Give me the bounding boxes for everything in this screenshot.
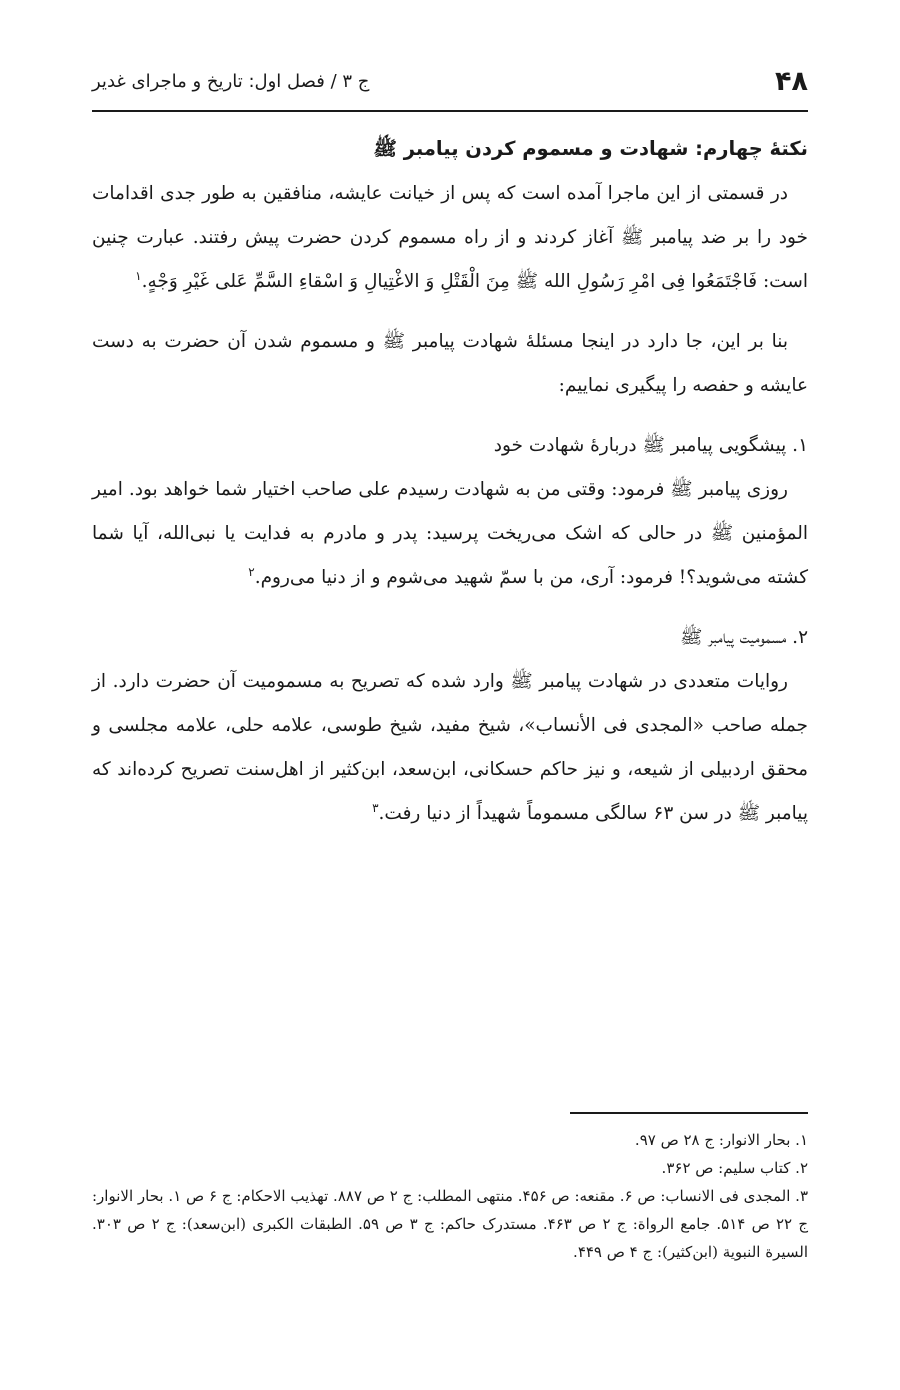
footnote-ref-2[interactable]: ۲ xyxy=(248,564,255,579)
item-1-text xyxy=(92,468,808,600)
section-heading: نکتهٔ چهارم: شهادت و مسموم کردن پیامبر ﷺ xyxy=(373,137,808,160)
book-page xyxy=(92,60,808,1350)
paragraph-1 xyxy=(92,172,808,304)
item-2-body: روایات متعددی در شهادت پیامبر ﷺ وارد شده که تصریح به مسمومیت آن حضرت دارد. از جمله صاحب «المجدی فی الأنساب»، شیخ مفید، شیخ طوسی، علامه حلی، علامه مجلسی و محقق اردبیلی از شیعه، و نیز حاکم حسکانی، ابن‌سعد، ابن‌کثیر از اهل‌سنت تصریح کرده‌اند که پیامبر ﷺ در سن ۶۳ سالگی مسموماً شهیداً از دنیا رفت. xyxy=(92,671,808,824)
footnote-ref-1[interactable]: ۱ xyxy=(135,268,142,283)
footnote-1: ۱. بحار الانوار: ج ۲۸ ص ۹۷. xyxy=(634,1131,808,1149)
page-header xyxy=(92,60,808,104)
item-1-title: ۱. پیشگویی پیامبر ﷺ دربارهٔ شهادت خود xyxy=(493,435,808,456)
footnotes xyxy=(92,1126,808,1266)
footnote-3: ۳. المجدی فی الانساب: ص ۶. مقنعه: ص ۴۵۶. منتهی المطلب: ج ۲ ص ۸۸۷. تهذیب الاحکام: ج ۶ ص ۱. بحار الانوار: ج ۲۲ ص ۵۱۴. جامع الرواة: ج ۲ ص ۴۶۳. مستدرک حاکم: ج ۳ ص ۵۹. الطبقات الکبری (ابن‌سعد): ج ۲ ص ۳۰۳. السیرة النبویة (ابن‌کثیر): ج ۴ ص ۴۴۹. xyxy=(92,1187,809,1261)
paragraph-1-text: در قسمتی از این ماجرا آمده است که پس از خیانت عایشه، منافقین به طور جدی اقدامات خود را بر ضد پیامبر ﷺ آغاز کردند و از راه مسموم کردن حضرت پیش رفتند. عبارت چنین است: فَاجْتَمَعُوا فِی امْرِ رَسُولِ الله ﷺ مِنَ الْقَتْلِ وَ الاغْتِیالِ وَ اسْقاءِ السَّمِّ عَلی غَیْرِ وَجْهٍ. xyxy=(92,183,808,292)
item-1-body: روزی پیامبر ﷺ فرمود: وقتی من به شهادت رسیدم علی صاحب اختیار شما خواهد بود. امیر المؤمنین ﷺ در حالی که اشک می‌ریخت پرسید: پدر و مادرم به فدایت یا نبی‌الله، آیا شما کشته می‌شوید؟! فرمود: آری، من با سمّ شهید می‌شوم و از دنیا می‌روم. xyxy=(92,479,808,588)
item-2-title: ۲. مسمومیت پیامبر ﷺ xyxy=(680,627,808,648)
footnote-ref-3[interactable]: ۳ xyxy=(372,800,379,815)
footnote-rule xyxy=(570,1112,808,1114)
footnote-2: ۲. کتاب سلیم: ص ۳۶۲. xyxy=(661,1159,808,1177)
item-2-text xyxy=(92,660,808,836)
header-rule xyxy=(92,110,808,112)
page-number: ۴۸ xyxy=(775,66,808,97)
running-head: ج ۳ / فصل اول: تاریخ و ماجرای غدیر xyxy=(92,71,370,92)
paragraph-2: بنا بر این، جا دارد در اینجا مسئلهٔ شهادت پیامبر ﷺ و مسموم شدن آن حضرت به دست عایشه و حفصه را پیگیری نماییم: xyxy=(92,331,808,396)
